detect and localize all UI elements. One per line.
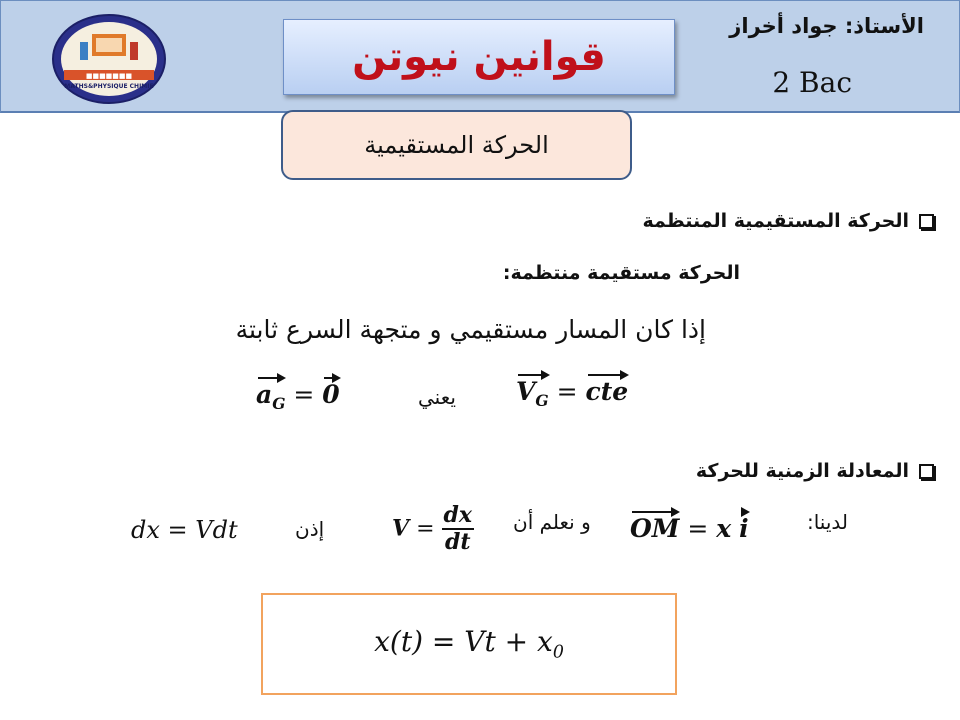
we-know-label: و نعلم أن [513, 510, 591, 534]
svg-text:MATHS&PHYSIQUE CHIMIE: MATHS&PHYSIQUE CHIMIE [64, 83, 154, 90]
equation-velocity: $V_G$ = cte [516, 377, 629, 410]
school-logo [50, 12, 168, 106]
checkbox-bullet-icon [919, 214, 934, 229]
section-heading-uniform-motion [642, 210, 934, 232]
time-equation-result: $x(t) = Vt + x_0$ [374, 625, 564, 663]
section-heading-time-equation [696, 460, 934, 482]
title-box [283, 19, 675, 95]
connector-means: يعني [418, 385, 456, 409]
we-have-label: لدينا: [806, 510, 848, 534]
lesson-subtitle-box [281, 110, 632, 180]
lesson-subtitle: الحركة المستقيمية [364, 131, 549, 159]
equation-acceleration: $a_G = 0$ [256, 380, 340, 413]
svg-text:■■■■■■■: ■■■■■■■ [85, 72, 133, 80]
teacher-name: الأستاذ: جواد أخراز [729, 14, 924, 38]
equation-speed-derivative: V = $\frac{dx}{dt}$ [392, 502, 472, 556]
equation-differential: dx = Vdt [131, 516, 238, 544]
class-level: 2 Bac [772, 66, 852, 99]
condition-statement: إذا كان المسار مستقيمي و متجهة السرع ثابتة [235, 315, 706, 344]
result-box [261, 593, 677, 695]
subheading-uniform: الحركة مستقيمة منتظمة: [502, 262, 740, 284]
section-heading-text: المعادلة الزمنية للحركة [695, 460, 909, 482]
therefore-label: إذن [295, 517, 325, 541]
equation-position-vector: OM = x i [630, 514, 749, 543]
checkbox-bullet-icon [919, 464, 934, 479]
section-heading-text: الحركة المستقيمية المنتظمة [642, 210, 909, 232]
page-title: قوانين نيوتن [352, 34, 606, 80]
